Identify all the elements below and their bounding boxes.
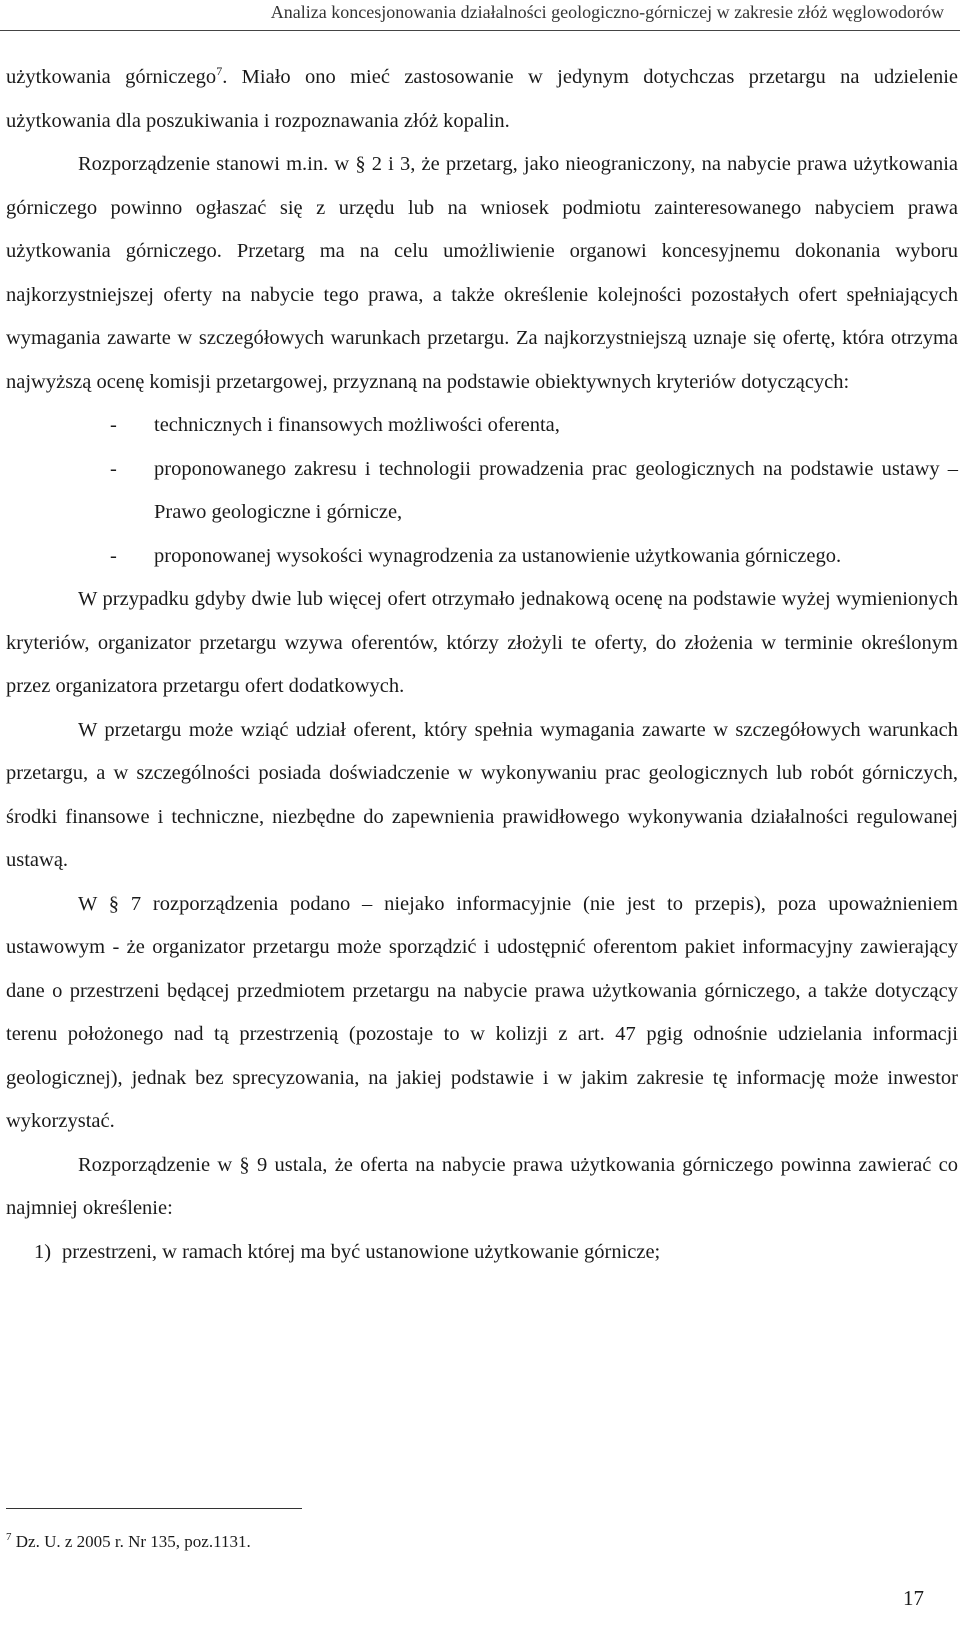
criteria-list bbox=[6, 404, 958, 578]
running-header: Analiza koncesjonowania działalności geologiczno-górniczej w zakresie złóż węglowodorów bbox=[270, 2, 944, 22]
main-text bbox=[6, 56, 958, 1274]
footnote-reference[interactable]: 7 bbox=[216, 64, 223, 78]
paragraph-3: W przypadku gdyby dwie lub więcej ofert otrzymało jednakową ocenę na podstawie wyżej wymienionych kryteriów, organizator przetargu wzywa oferentów, którzy złożyli te oferty, do złożenia w terminie określonym przez organizatora przetargu ofert dodatkowych. bbox=[6, 588, 958, 697]
footnote-text: Dz. U. z 2005 r. Nr 135, poz.1131. bbox=[15, 1532, 251, 1551]
criteria-item bbox=[6, 448, 958, 535]
paragraph-5: W § 7 rozporządzenia podano – niejako informacyjnie (nie jest to przepis), poza upoważnieniem ustawowym - że organizator przetargu może sporządzić i udostępnić oferentom pakiet informacyjny zawierający dane o przestrzeni będącej przedmiotem przetargu na nabycie prawa użytkowania górniczego, a także dotyczący terenu położonego nad tą przestrzenią (pozostaje to w kolizji z art. 47 pgig odnośnie udzielania informacji geologicznej), jednak bez sprecyzowania, na jakiej podstawie i w jakim zakresie tę informację może inwestor wykorzystać. bbox=[6, 892, 958, 1132]
criteria-item-text: proponowanego zakresu i technologii prowadzenia prac geologicznych na podstawie ustawy – Prawo geologiczne i górnicze, bbox=[154, 457, 958, 523]
numbered-item-text: przestrzeni, w ramach której ma być ustanowione użytkowanie górnicze; bbox=[62, 1240, 661, 1263]
numbered-item bbox=[6, 1231, 958, 1275]
paragraph-2: Rozporządzenie stanowi m.in. w § 2 i 3, że przetarg, jako nieograniczony, na nabycie prawa użytkowania górniczego powinno ogłaszać się z urzędu lub na wniosek podmiotu zainteresowanego nabyciem prawa użytkowania górniczego. Przetarg ma na celu umożliwienie organowi koncesyjnemu dokonania wyboru najkorzystniejszej oferty na nabycie tego prawa, a także określenie kolejności pozostałych ofert spełniających wymagania zawarte w szczegółowych warunkach przetargu. Za najkorzystniejszą uznaje się ofertę, która otrzyma najwyższą ocenę komisji przetargowej, przyznaną na podstawie obiektywnych kryteriów dotyczących: bbox=[6, 153, 958, 393]
criteria-item-text: technicznych i finansowych możliwości oferenta, bbox=[154, 414, 560, 436]
footnote bbox=[6, 1532, 251, 1552]
page-number: 17 bbox=[903, 1586, 924, 1610]
paragraph-6: Rozporządzenie w § 9 ustala, że oferta na nabycie prawa użytkowania górniczego powinna zawierać co najmniej określenie: bbox=[6, 1153, 958, 1219]
criteria-item bbox=[6, 535, 958, 579]
footnote-divider bbox=[6, 1508, 302, 1509]
dash-bullet: - bbox=[110, 414, 117, 436]
paragraph-1 bbox=[6, 56, 958, 143]
dash-bullet: - bbox=[110, 457, 117, 480]
criteria-item-text: proponowanej wysokości wynagrodzenia za ustanowienie użytkowania górniczego. bbox=[154, 544, 842, 567]
paragraph-1-text-b: . Miało ono mieć zastosowanie w jedynym dotychczas przetargu na udzielenie użytkowania dla poszukiwania i rozpoznawania złóż kopalin. bbox=[6, 66, 959, 132]
footnote-number: 7 bbox=[6, 1531, 12, 1543]
paragraph-1-text-a: użytkowania górniczego bbox=[6, 66, 217, 88]
dash-bullet: - bbox=[110, 544, 117, 567]
criteria-item bbox=[6, 404, 958, 448]
numbered-item-number: 1) bbox=[34, 1240, 52, 1263]
paragraph-4: W przetargu może wziąć udział oferent, który spełnia wymagania zawarte w szczegółowych warunkach przetargu, a w szczególności posiada doświadczenie w wykonywaniu prac geologicznych lub robót górniczych, środki finansowe i techniczne, niezbędne do zapewnienia prawidłowego wykonywania działalności regulowanej ustawą. bbox=[6, 718, 958, 871]
header-divider bbox=[0, 30, 960, 31]
